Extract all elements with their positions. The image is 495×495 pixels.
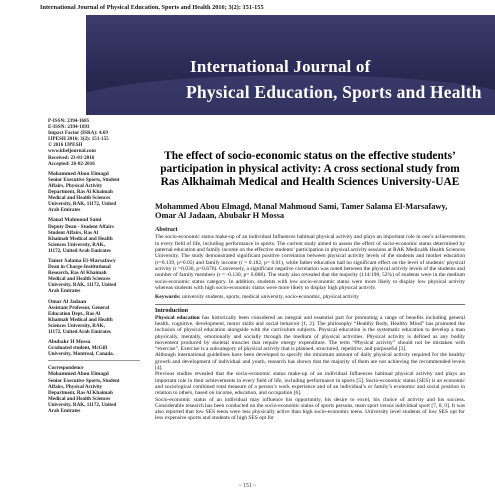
meta-line: Impact Factor (ISRA): 4.69 (48, 130, 108, 137)
correspondence-block (48, 365, 152, 414)
affiliation-line: Assistant Professor, General (48, 304, 110, 311)
running-head: International Journal of Physical Education, Sports and Health 2016; 3(2): 151-155 (40, 4, 264, 11)
intro-paragraph-text: has historically been considered an integral and essential part for promoting a range of benefits including general health, cognitive, development, motor skills and social behavior [1, 2]. The philosophy “Healthy Body, Healthy Mind” has promoted the inclusion of physical education alongside with the curriculum subjects. Physical education is the systematic education to develop a man physically, mentally, emotionally and socially through the medium of physical activities. Physical activity is defined as any bodily movement produced by skeletal muscles that require energy expenditure. The term “Physical activity” should not be mistaken with “exercise”. Exercise is a subcategory of physical activity that is planned, structured, repetitive, and purposeful [3]. (155, 314, 465, 353)
keywords (155, 294, 465, 300)
affiliation-line: University, RAK, 11172, United (48, 201, 117, 208)
meta-line: Received: 23-01-2016 (48, 154, 95, 161)
correspondence-name: Mohammed Abou Elmagd (48, 371, 109, 378)
affiliation-line: University, Montreal, Canada. (48, 351, 114, 358)
introduction-heading: Introduction (155, 307, 189, 314)
affiliation-line: Khaimah Medical and Health (48, 235, 113, 242)
meta-line: E-ISSN: 2394-1693 (48, 124, 90, 131)
affiliation-line: Arab Emirates (48, 408, 81, 415)
affiliation-line: Graduated student, McGill (48, 345, 108, 352)
author-affiliation (48, 339, 152, 357)
meta-line: P-ISSN: 2394-1685 (48, 118, 90, 124)
author-name: Abubakr H Mossa (48, 339, 91, 346)
author-name: Omar Al Jadaan (48, 298, 87, 305)
affiliation-line: 11172, United Arab Emirates (48, 329, 111, 335)
meta-line: © 2016 IJPESH (48, 142, 83, 149)
journal-banner (86, 15, 495, 115)
abstract-text: The socio-economic status make-up of an individual Influences habitual physical activity and plays an important role in one’s achievements in every field of life, including performance in sports. The current study aimed to assess the effect of socio-economic status determined by paternal education and family income on the effective students’ participation in physical activity sessions at RAK Medical& Health Sciences University. The study demonstrated significant positive correlation between physical activity levels of the students and mother education (r=0.139, p=0.05) and family income (r = 0.182, p= 0.01), while father education had no significant effect on the level of students’ physical activity (r =0.030, p=0.676). Conversely, a significant negative correlation was noted between the physical activity levels of the students and number of family members (r = -0.130, p= 0.068). The study also revealed that the majority (114/198, 52%) of students were in the medium socio-economic status category. In addition, students with low socio-economic status were more likely to display low physical activity whereas students with high socio-economic status were more likely to display high physical activity. (155, 234, 465, 291)
article-authors: Mohammed Abou Elmagd, Manal Mahmoud Sami, Tamer Salama El-Marsafawy, Omar Al Jadaan, Abubakr H Mossa (155, 201, 448, 221)
author-affiliation (48, 217, 152, 254)
affiliation-line: Medical and Health Sciences (48, 276, 111, 283)
affiliation-line: Department, Ras Al Khaimah (48, 389, 113, 396)
affiliation-line: Senior Executive Sports, Student (48, 377, 120, 384)
meta-line: IJPESH 2016; 3(2): 151-155 (48, 136, 109, 143)
affiliation-line: Deputy Dean - Student Affairs (48, 223, 114, 230)
affiliation-line: Medical and Health Sciences (48, 395, 111, 402)
section-divider (155, 304, 465, 305)
page-number: ~ 151 ~ (238, 483, 257, 489)
meta-line[interactable]: www.kheljournal.com (48, 148, 96, 155)
intro-paragraph (155, 315, 465, 353)
affiliation-line: University, RAK, 11172, United (48, 401, 117, 408)
correspondence-label: Correspondence (48, 365, 84, 372)
journal-name-line1: International Journal of (190, 57, 371, 76)
intro-paragraph: Although international guidelines have been developed to specify the minimum amount of daily physical activity required for the healthy growth and development of individual and youth, research has shown that the majority of them are not achieving the recommended levels [4]. (155, 352, 465, 372)
affiliation-line: University, RAK, 11172, United (48, 282, 117, 289)
author-name: Tamer Salama El-Marsafawy (48, 257, 116, 264)
author-name: Mohammed Abou Elmagd (48, 170, 109, 177)
affiliation-line: Sciences University, RAK, (48, 322, 105, 329)
journal-name-line2: Physical Education, Sports and Health (186, 82, 482, 102)
author-affiliation (48, 171, 152, 214)
affiliation-line: Education Dept., Ras Al (48, 310, 101, 317)
author-affiliation (48, 299, 152, 336)
publication-meta (48, 118, 152, 167)
affiliation-line: Senior Executive Sports, Student (48, 176, 120, 183)
keywords-text: university students, sports, medical university, socio-economic, physical activity (182, 294, 360, 301)
meta-line: Accepted: 26-02-2016 (48, 160, 95, 167)
author-affiliation (48, 258, 152, 295)
affiliation-line: Khaimah Medical and Health (48, 316, 113, 323)
affiliation-line: Sciences University, RAK, (48, 241, 105, 248)
article-sidebar (48, 118, 152, 414)
affiliation-line: Affairs, Physical Activity (48, 182, 103, 189)
abstract-heading: Abstract (155, 227, 178, 234)
affiliation-line: Department, Ras Al Khaimah (48, 189, 113, 196)
author-name: Manal Mahmoud Sami (48, 217, 102, 224)
affiliation-line: Affairs, Physical Activity (48, 383, 103, 390)
intro-paragraph: Socio-economic status of an individual may influence his opportunity, his desire to excel, his choice of activity and his success. Considerable research has been conducted on the socio-economic status of sports persons, team sport versus individual sport [7, 8, 9]. It was also reported that low SES teens were less physically active than high socio-economic teens. University level students of low SES opt for less expensive sports and students of high SES opt for (155, 396, 465, 422)
affiliation-line: Arab Emirates (48, 288, 81, 295)
intro-paragraph: Previous studies revealed that the socio-economic status make-up of an individual Influences habitual physical activity and plays an important role in their achievements in every field of life, including performance in sports [5]. Socio-economic status (SES) is an economic and sociological combined total measure of a person’s work experience and of an individual’s or family’s economic and social position in relation to others, based on income, education, and occupation [6]. (155, 371, 465, 397)
intro-lead-term: Physical education (155, 314, 200, 321)
affiliation-line: Arab Emirates (48, 207, 81, 214)
affiliation-line: Student Affairs, Ras Al (48, 229, 99, 236)
keywords-label: Keywords: (155, 294, 181, 301)
article-title: The effect of socio-economic status on the effective students’ participation in physical activity: A cross sectional study from Ras Alkhaimah Medical and Health Sciences University-UAE (160, 150, 460, 189)
affiliation-line: Research, Ras Al Khaimah (48, 270, 107, 277)
sidebar-divider (48, 360, 140, 361)
affiliation-line: Medical and Health Sciences (48, 195, 111, 202)
article-main (155, 150, 465, 422)
affiliation-line: 11172, United Arab Emirates (48, 247, 111, 254)
affiliation-line: Dean in Charge-Institutional (48, 264, 111, 271)
